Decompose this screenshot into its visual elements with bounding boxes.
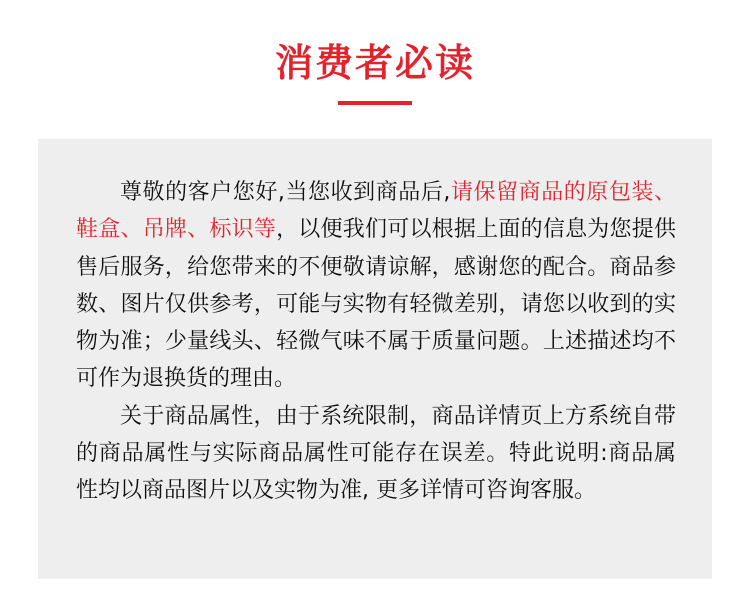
- notice-box: [38, 139, 712, 579]
- notice-paragraph-2: 关于商品属性，由于系统限制，商品详情页上方系统自带的商品属性与实际商品属性可能存在误差。特此说明:商品属性均以商品图片以及实物为准, 更多详情可咨询客服。: [76, 403, 676, 504]
- title-underline: [338, 101, 412, 105]
- page-title: 消费者必读: [274, 41, 475, 85]
- notice-p1-end: ，以便我们可以根据上面的信息为您提供售后服务，给您带来的不便敬请谅解，感谢您的配合。商品参数、图片仅供参考，可能与实物有轻微差别，请您以收到的实物为准；少量线头、轻微气味不属于质量问题。上述描述均不可作为退换货的理由。: [76, 217, 676, 392]
- notice-p1-highlight: 请保留商品的原包装、鞋盒、吊牌、标识等: [76, 180, 676, 243]
- notice-paragraph-1: [76, 174, 676, 398]
- notice-text: [76, 174, 676, 510]
- notice-p1-start: 尊敬的客户您好,当您收到商品后,: [120, 180, 451, 205]
